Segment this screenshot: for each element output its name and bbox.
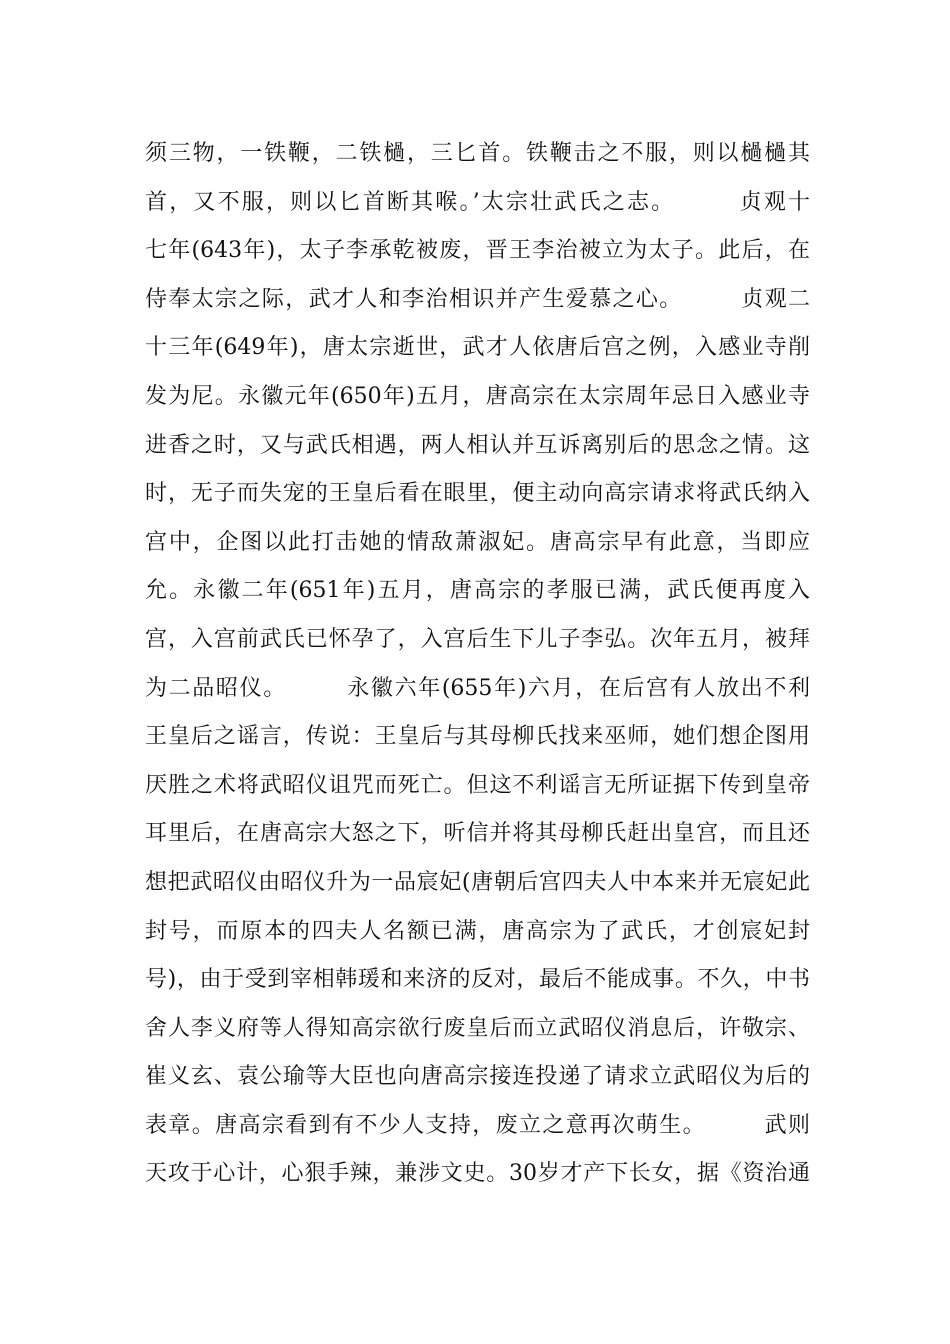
- text-line-5: 十三年(649年)，唐太宗逝世，武才人依唐后宫之例，入感业寺削: [145, 335, 810, 361]
- text-line-15: 耳里后，在唐高宗大怒之下，听信并将其母柳氏赶出皇宫，而且还: [145, 821, 810, 847]
- text-line-7: 进香之时，又与武氏相遇，两人相认并互诉离别后的思念之情。这: [145, 432, 810, 458]
- text-line-6: 发为尼。永徽元年(650年)五月，唐高宗在太宗周年忌日入感业寺: [145, 383, 810, 409]
- text-line-11: 宫，入宫前武氏已怀孕了，入宫后生下儿子李弘。次年五月，被拜: [145, 626, 810, 652]
- text-line-13: 王皇后之谣言，传说：王皇后与其母柳氏找来巫师，她们想企图用: [145, 724, 810, 750]
- text-line-20: 崔义玄、袁公瑜等大臣也向唐高宗接连投递了请求立武昭仪为后的: [145, 1064, 810, 1090]
- text-line-14: 厌胜之术将武昭仪诅咒而死亡。但这不利谣言无所证据下传到皇帝: [145, 772, 810, 798]
- text-line-3: 七年(643年)，太子李承乾被废，晋王李治被立为太子。此后，在: [145, 238, 810, 264]
- text-line-16: 想把武昭仪由昭仪升为一品宸妃(唐朝后宫四夫人中本来并无宸妃此: [145, 869, 810, 895]
- text-line-12: 为二品昭仪。 永徽六年(655年)六月，在后宫有人放出不利: [145, 675, 810, 701]
- text-line-22: 天攻于心计，心狠手辣，兼涉文史。30岁才产下长女，据《资治通: [145, 1161, 810, 1187]
- text-line-17: 封号，而原本的四夫人名额已满，唐高宗为了武氏，才创宸妃封: [145, 918, 810, 944]
- body-text: [145, 133, 810, 1202]
- text-line-9: 宫中，企图以此打击她的情敌萧淑妃。唐高宗早有此意，当即应: [145, 529, 810, 555]
- text-line-8: 时，无子而失宠的王皇后看在眼里，便主动向高宗请求将武氏纳入: [145, 481, 810, 507]
- text-line-4: 侍奉太宗之际，武才人和李治相识并产生爱慕之心。 贞观二: [145, 286, 810, 312]
- text-line-1: 须三物，一铁鞭，二铁檛，三匕首。铁鞭击之不服，则以檛檛其: [145, 141, 810, 166]
- text-line-10: 允。永徽二年(651年)五月，唐高宗的孝服已满，武氏便再度入: [145, 578, 810, 604]
- text-line-19: 舍人李义府等人得知高宗欲行废皇后而立武昭仪消息后，许敬宗、: [145, 1015, 810, 1041]
- text-line-18: 号)，由于受到宰相韩瑗和来济的反对，最后不能成事。不久，中书: [145, 967, 810, 993]
- text-line-21: 表章。唐高宗看到有不少人支持，废立之意再次萌生。 武则: [145, 1112, 810, 1138]
- text-line-2: 首，又不服，则以匕首断其喉。’太宗壮武氏之志。 贞观十: [145, 189, 810, 215]
